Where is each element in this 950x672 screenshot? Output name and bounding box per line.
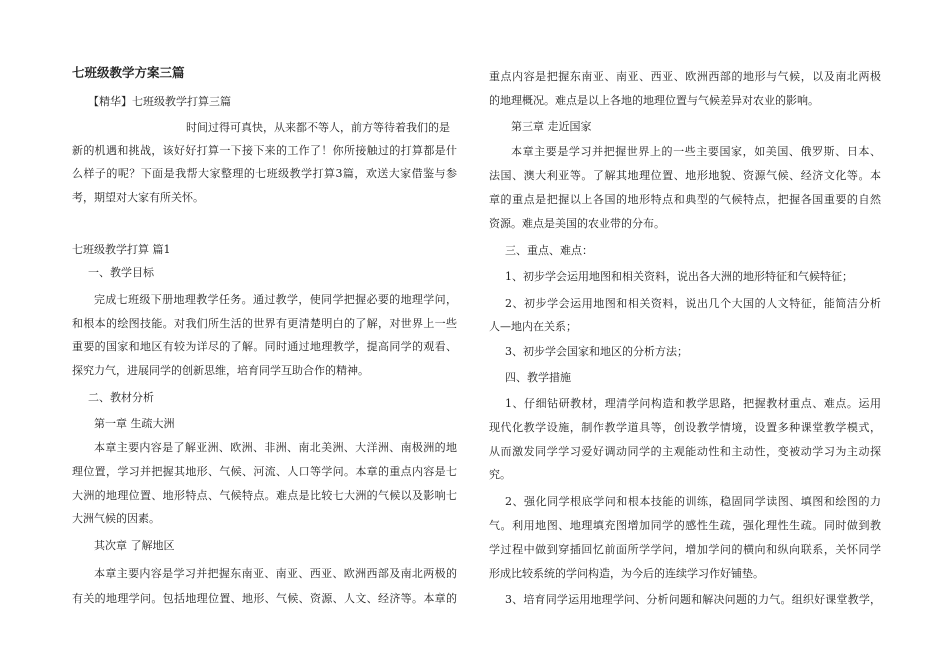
sub-heading: 二、教材分析 bbox=[88, 391, 154, 404]
paragraph-line: 大洲气候的因素。 bbox=[72, 512, 160, 525]
page-title: 七班级教学方案三篇 bbox=[72, 65, 185, 80]
chapter-heading: 第三章 走近国家 bbox=[511, 120, 592, 133]
paragraph-line: 完成七班级下册地理教学任务。通过教学，使同学把握必要的地理学问， bbox=[94, 293, 457, 306]
paragraph-line: 本章主要内容是了解亚洲、欧洲、非洲、南北美洲、大洋洲、南极洲的地 bbox=[94, 441, 457, 454]
chapter-heading: 第一章 生疏大洲 bbox=[94, 417, 175, 430]
paragraph-line: 重点内容是把握东南亚、南亚、西亚、欧洲西部的地形与气候，以及南北两极 bbox=[489, 70, 881, 83]
list-item: 2、初步学会运用地图和相关资料，说出几个大国的人文特征，能简洁分析 bbox=[505, 297, 881, 310]
list-item: 1、初步学会运用地图和相关资料，说出各大洲的地形特征和气候特征； bbox=[505, 270, 853, 283]
intro-line: 新的机遇和挑战，该好好打算一下接下来的工作了！你所接触过的打算都是什 bbox=[72, 144, 457, 157]
list-item: 3、培育同学运用地理学问、分析问题和解决问题的力气。组织好课堂教学， bbox=[505, 593, 881, 606]
sub-heading: 四、教学措施 bbox=[505, 371, 571, 384]
paragraph-line: 法国、澳大利亚等。了解其地理位置、地形地貌、资源气候、经济文化等。本 bbox=[489, 169, 881, 182]
paragraph-line: 从而激发同学学习爱好调动同学的主观能动性和主动性，变被动学习为主动探 bbox=[489, 445, 881, 458]
paragraph-line: 探究力气，进展同学的创新思维，培育同学互助合作的精神。 bbox=[72, 364, 369, 377]
paragraph-line: 章的重点是把握以上各国的地形特点和典型的气候特点，把握各国重要的自然 bbox=[489, 193, 881, 206]
paragraph-line: 重要的国家和地区有较为详尽的了解。同时通过地理教学，提高同学的观看、 bbox=[72, 340, 457, 353]
paragraph-line: 气。利用地图、地理填充图增加同学的感性生疏，强化理性生疏。同时做到教 bbox=[489, 519, 881, 532]
paragraph-line: 有关的地理学问。包括地理位置、地形、气候、资源、人文、经济等。本章的 bbox=[72, 592, 457, 605]
paragraph-line: 究。 bbox=[489, 468, 511, 481]
intro-line: 考，期望对大家有所关怀。 bbox=[72, 191, 204, 204]
paragraph-line: 和根本的绘图技能。对我们所生活的世界有更清楚明白的了解，对世界上一些 bbox=[72, 317, 457, 330]
paragraph-line: 形成比较系统的学问构造，为今后的连续学习作好铺垫。 bbox=[489, 567, 764, 580]
paragraph-line: 的地理概况。难点是以上各地的地理位置与气候差异对农业的影响。 bbox=[489, 94, 819, 107]
sub-heading: 一、教学目标 bbox=[88, 266, 154, 279]
intro-line: 时间过得可真快，从来都不等人，前方等待着我们的是 bbox=[186, 121, 450, 134]
paragraph-line: 现代化教学设施，制作教学道具等，创设教学情境，设置多种课堂教学模式， bbox=[489, 421, 881, 434]
paragraph-line: 本章主要内容是学习并把握东南亚、南亚、西亚、欧洲西部及南北两极的 bbox=[94, 567, 457, 580]
subtitle-line: 【精华】七班级教学打算三篇 bbox=[88, 95, 231, 108]
list-item: 2、强化同学根底学问和根本技能的训练，稳固同学读图、填图和绘图的力 bbox=[505, 495, 881, 508]
chapter-heading: 其次章 了解地区 bbox=[94, 539, 175, 552]
list-item: 1、仔细钻研教材，理清学问构造和教学思路，把握教材重点、难点。运用 bbox=[505, 397, 881, 410]
list-item-continued: 人—地内在关系； bbox=[489, 320, 577, 333]
sub-heading: 三、重点、难点： bbox=[505, 244, 593, 257]
section-heading: 七班级教学打算 篇1 bbox=[72, 243, 171, 256]
paragraph-line: 学过程中做到穿插回忆前面所学学问，增加学问的横向和纵向联系，关怀同学 bbox=[489, 543, 881, 556]
paragraph-line: 资源。难点是美国的农业带的分布。 bbox=[489, 217, 665, 230]
paragraph-line: 理位置，学习并把握其地形、气候、河流、人口等学问。本章的重点内容是七 bbox=[72, 465, 457, 478]
paragraph-line: 大洲的地理位置、地形特点、气候特点。难点是比较七大洲的气候以及影响七 bbox=[72, 489, 457, 502]
list-item: 3、初步学会国家和地区的分析方法； bbox=[505, 345, 688, 358]
paragraph-line: 本章主要是学习并把握世界上的一些主要国家，如美国、俄罗斯、日本、 bbox=[511, 145, 881, 158]
intro-line: 么样子的呢？下面是我帮大家整理的七班级教学打算3篇，欢送大家借鉴与参 bbox=[72, 167, 457, 180]
